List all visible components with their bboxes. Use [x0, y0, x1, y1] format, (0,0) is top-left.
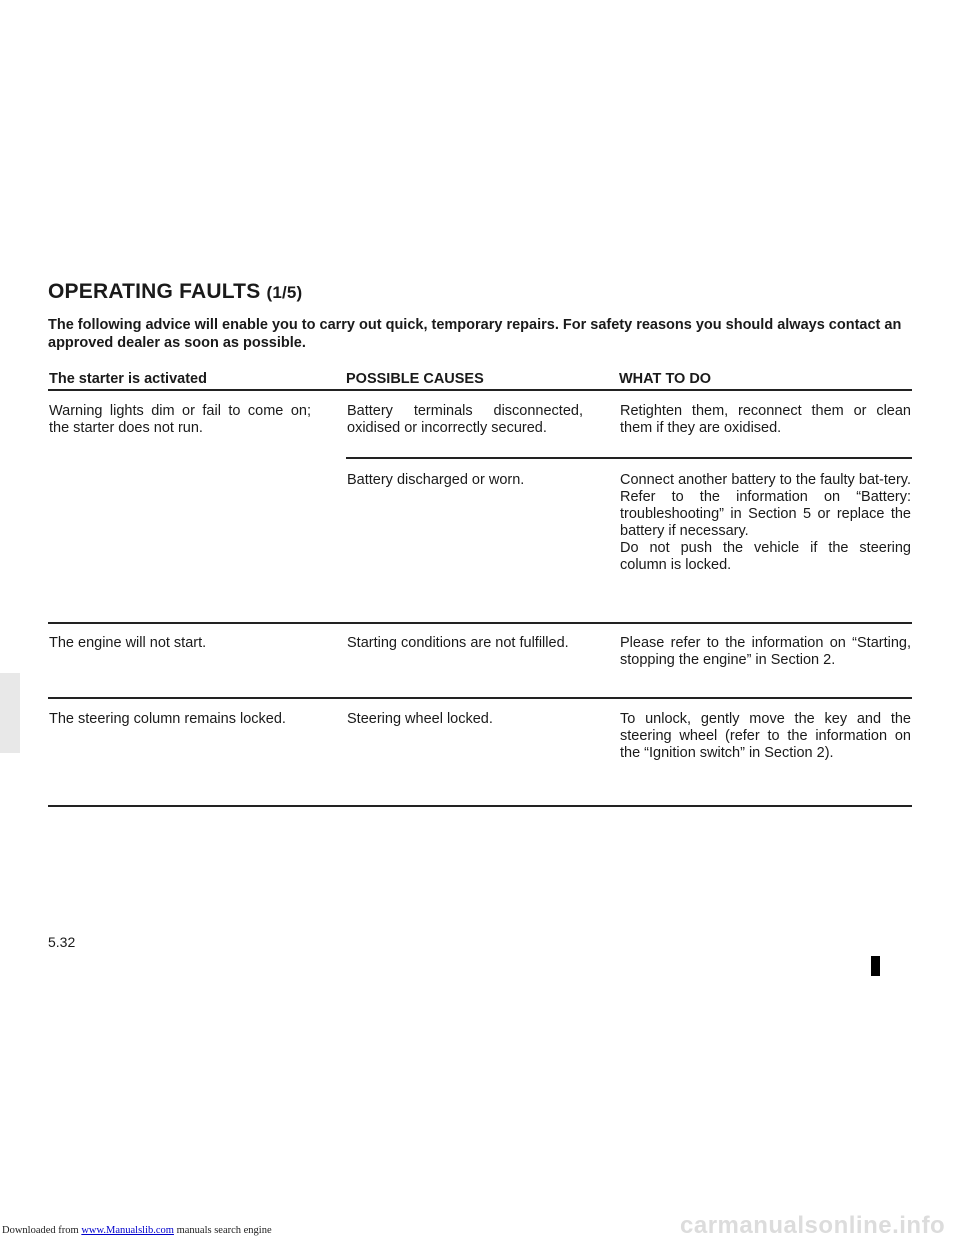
page-marker: [871, 956, 880, 976]
column-header-action: WHAT TO DO: [619, 371, 712, 387]
row-divider: [48, 697, 912, 699]
row1-symptom: Warning lights dim or fail to come on; the starter does not run.: [49, 403, 311, 436]
footer-suffix: manuals search engine: [173, 1225, 272, 1236]
row3-action: Please refer to the information on “Starting, stopping the engine” in Section 2.: [620, 635, 911, 668]
row2-action: Connect another battery to the faulty bat-tery. Refer to the information on “Battery: troubleshooting” in Section 5 or replace the battery if necessary.: [620, 472, 911, 539]
manualslib-link[interactable]: www.Manualslib.com: [81, 1225, 174, 1236]
row1-cause: Battery terminals disconnected, oxidised or incorrectly secured.: [347, 403, 583, 436]
row3-symptom: The engine will not start.: [49, 635, 207, 651]
row4-cause: Steering wheel locked.: [347, 711, 493, 727]
page-number: 5.32: [48, 934, 76, 950]
row2-cause: Battery discharged or worn.: [347, 472, 525, 488]
footer-prefix: Downloaded from: [2, 1225, 82, 1236]
row4-action: To unlock, gently move the key and the steering wheel (refer to the information on the “Ignition switch” in Section 2).: [620, 711, 911, 761]
section-tab: [0, 673, 20, 753]
header-rule: [48, 389, 912, 391]
column-header-symptom: The starter is activated: [49, 371, 207, 387]
row3-cause: Starting conditions are not fulfilled.: [347, 635, 569, 651]
row-divider: [346, 457, 912, 459]
download-footer: [2, 1225, 272, 1236]
title-part: (1/5): [266, 283, 303, 302]
table-bottom-rule: [48, 805, 912, 807]
title-main: OPERATING FAULTS: [48, 280, 261, 303]
page-title: [48, 280, 302, 304]
intro-paragraph: The following advice will enable you to carry out quick, temporary repairs. For safety reasons you should always contact an approved dealer as soon as possible.: [48, 317, 902, 351]
row1-action: Retighten them, reconnect them or clean them if they are oxidised.: [620, 403, 911, 436]
row4-symptom: The steering column remains locked.: [49, 711, 286, 727]
watermark: carmanualsonline.info: [680, 1212, 946, 1239]
row2-action-note: Do not push the vehicle if the steering column is locked.: [620, 540, 911, 573]
column-header-causes: POSSIBLE CAUSES: [346, 371, 484, 387]
row-divider: [48, 622, 912, 624]
